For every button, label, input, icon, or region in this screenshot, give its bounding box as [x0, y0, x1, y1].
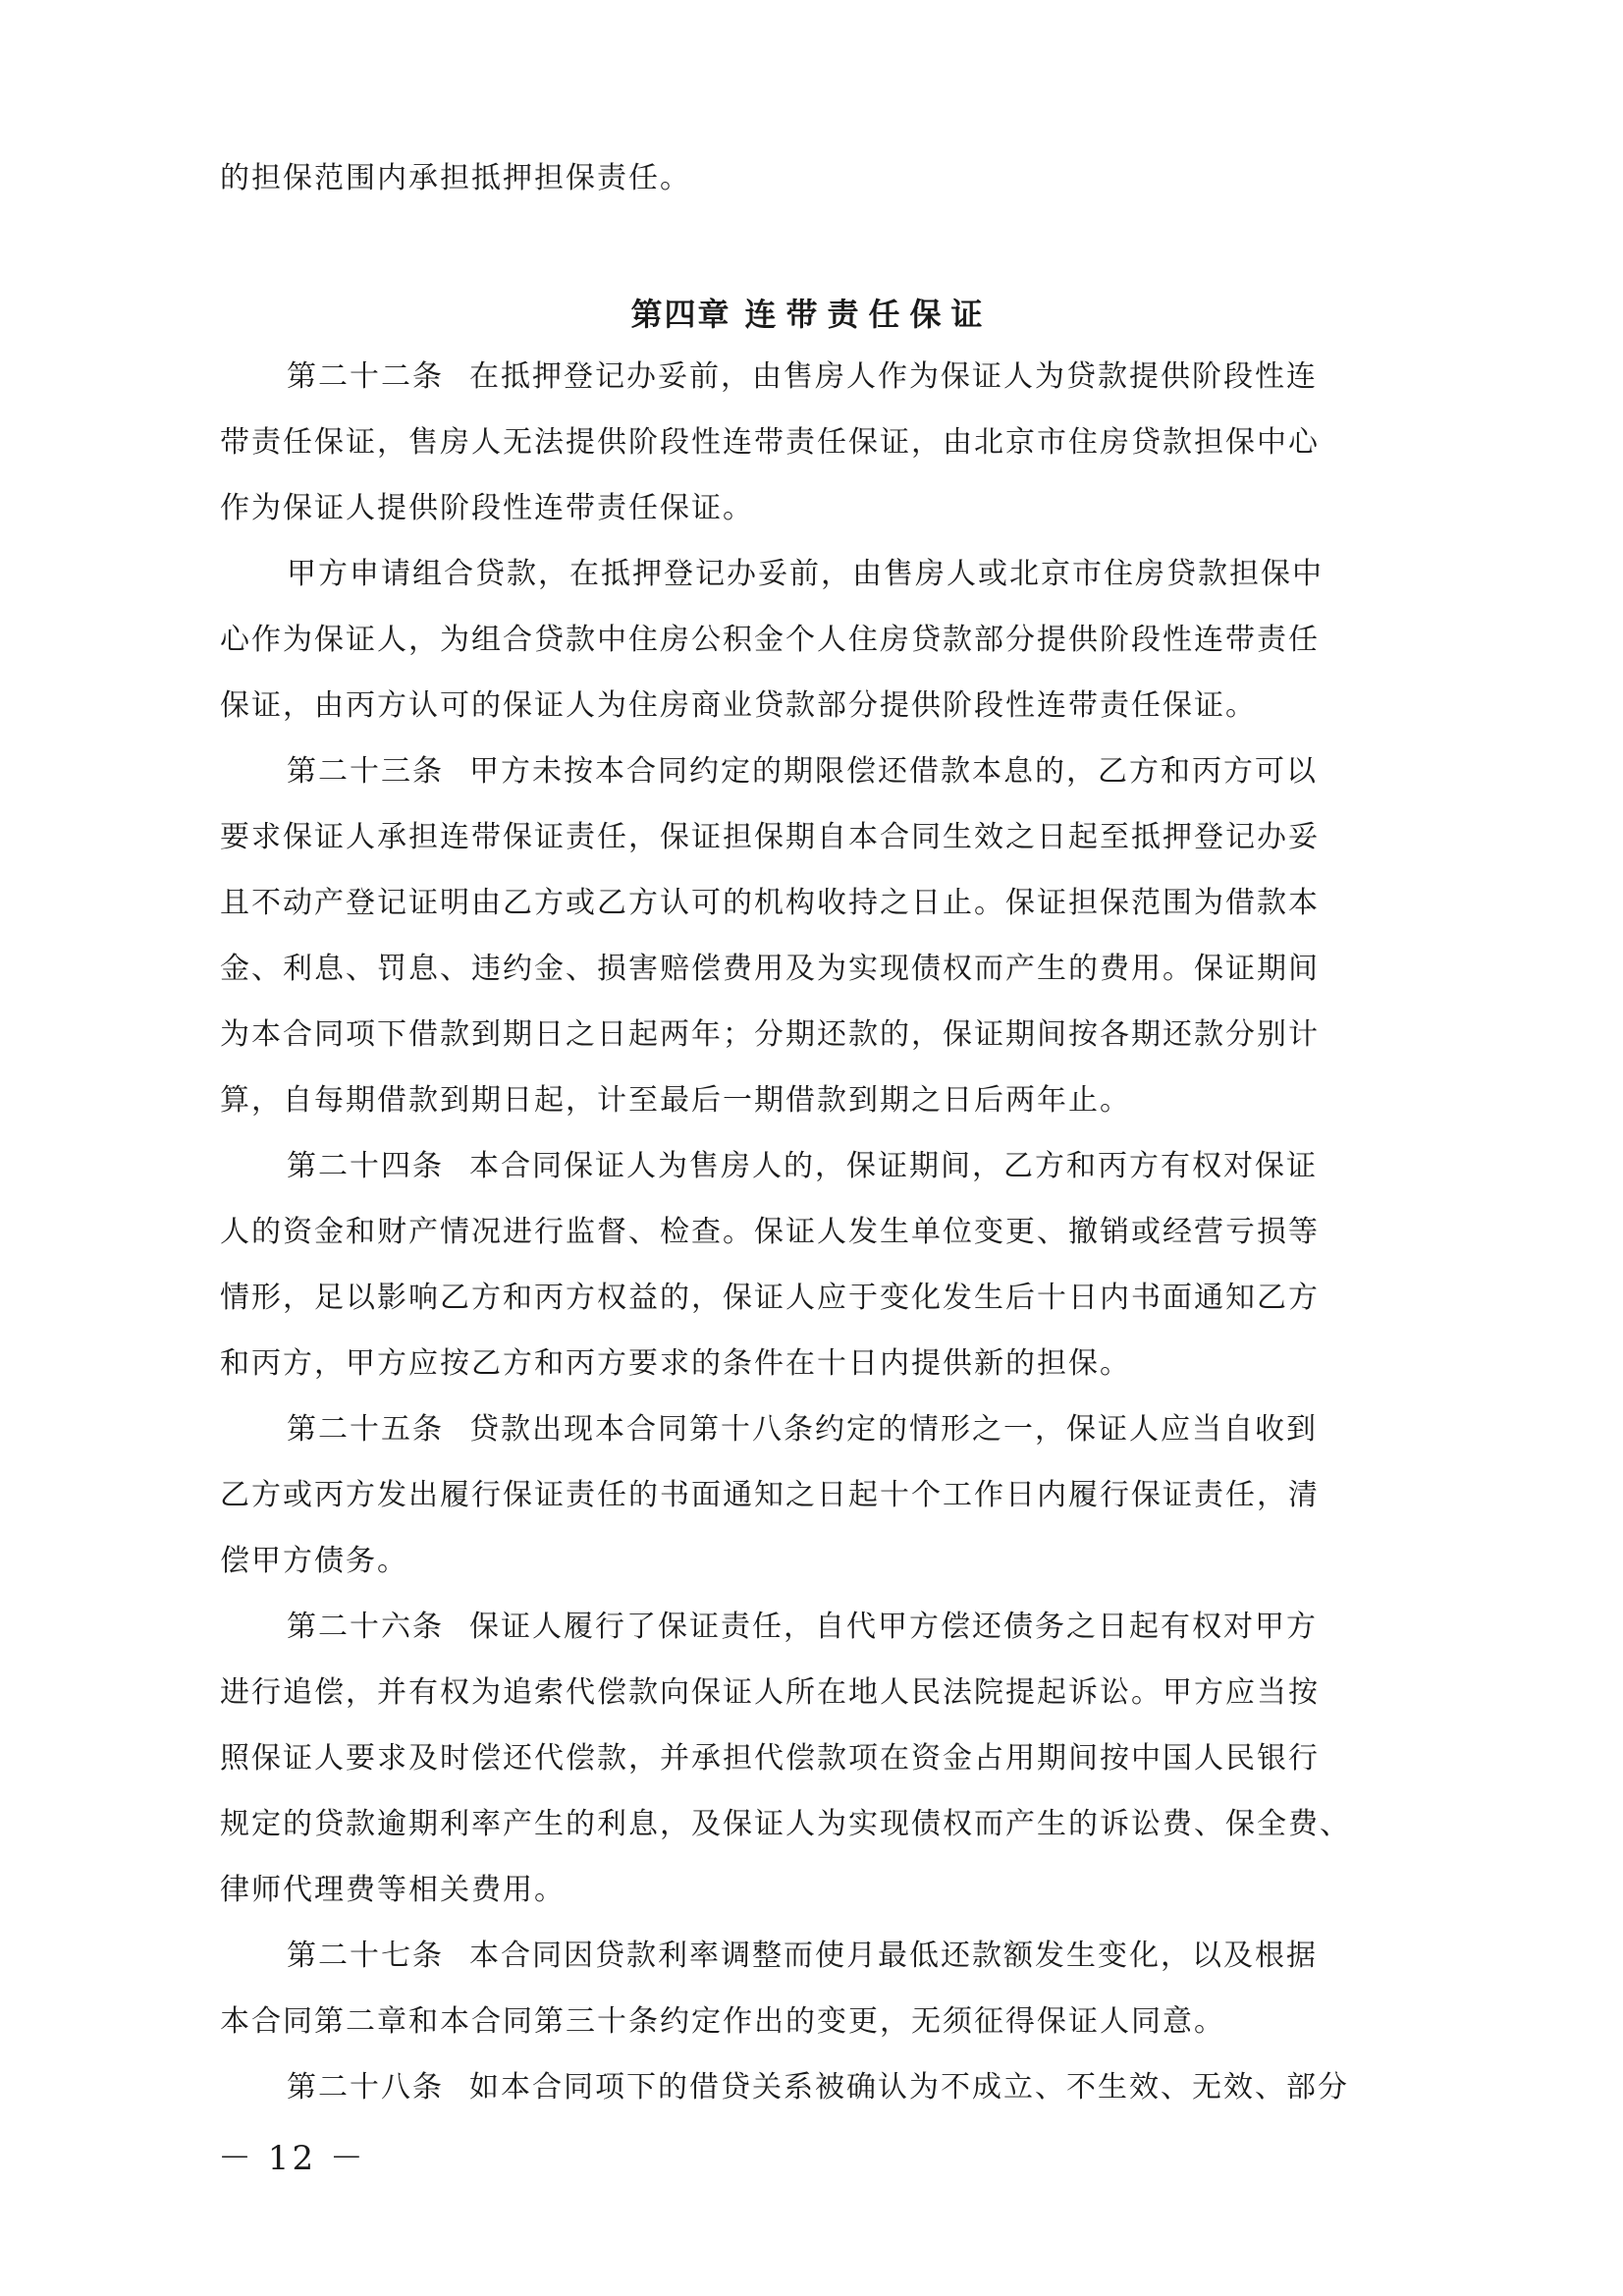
body-line	[220, 1277, 1379, 1320]
article-line	[287, 1145, 1379, 1188]
line-text: 本合同第二章和本合同第三十条约定作出的变更，无须征得保证人同意。	[220, 2004, 1225, 2039]
article-line	[287, 355, 1379, 399]
body-line	[220, 421, 1379, 465]
line-text: 情形，足以影响乙方和丙方权益的，保证人应于变化发生后十日内书面通知乙方	[220, 1281, 1320, 1315]
chapter-title: 连带责任保证	[744, 296, 993, 333]
line-text: 照保证人要求及时偿还代偿款，并承担代偿款项在资金占用期间按中国人民银行	[220, 1741, 1320, 1776]
line-text: 在抵押登记办妥前，由售房人作为保证人为贷款提供阶段性连	[469, 359, 1318, 394]
body-line	[220, 1211, 1379, 1254]
line-text: 偿甲方债务。	[220, 1544, 408, 1578]
line-text: 且不动产登记证明由乙方或乙方认可的机构收持之日止。保证担保范围为借款本	[220, 886, 1320, 920]
body-line	[220, 816, 1379, 859]
line-text: 算，自每期借款到期日起，计至最后一期借款到期之日后两年止。	[220, 1083, 1131, 1118]
article-number: 第二十五条	[287, 1412, 444, 1447]
body-line	[220, 1803, 1379, 1846]
article-line	[287, 750, 1379, 793]
chapter-number: 第四章	[630, 296, 731, 333]
body-line	[220, 1671, 1379, 1715]
article-number: 第二十六条	[287, 1610, 444, 1644]
body-line	[220, 1540, 1379, 1583]
line-text: 如本合同项下的借贷关系被确认为不成立、不生效、无效、部分	[469, 2070, 1349, 2105]
line-text: 作为保证人提供阶段性连带责任保证。	[220, 491, 754, 525]
article-line	[287, 2066, 1379, 2109]
line-text: 律师代理费等相关费用。	[220, 1873, 566, 1907]
body-line	[220, 1013, 1379, 1057]
body-line	[220, 1869, 1379, 1912]
chapter-heading	[0, 293, 1623, 336]
article-number: 第二十八条	[287, 2070, 444, 2105]
body-line	[220, 619, 1379, 662]
line-text: 心作为保证人，为组合贷款中住房公积金个人住房贷款部分提供阶段性连带责任	[220, 623, 1320, 657]
line-text: 乙方或丙方发出履行保证责任的书面通知之日起十个工作日内履行保证责任，清	[220, 1478, 1320, 1512]
line-text: 要求保证人承担连带保证责任，保证担保期自本合同生效之日起至抵押登记办妥	[220, 820, 1320, 854]
line-text: 本合同因贷款利率调整而使月最低还款额发生变化，以及根据	[469, 1939, 1318, 1973]
body-line	[220, 684, 1379, 728]
line-text: 保证人履行了保证责任，自代甲方偿还债务之日起有权对甲方	[469, 1610, 1318, 1644]
article-number: 第二十七条	[287, 1939, 444, 1973]
line-text: 金、利息、罚息、违约金、损害赔偿费用及为实现债权而产生的费用。保证期间	[220, 952, 1320, 986]
body-line	[220, 1342, 1379, 1386]
line-text: 规定的贷款逾期利率产生的利息，及保证人为实现债权而产生的诉讼费、保全费、	[220, 1807, 1351, 1841]
article-line	[287, 1935, 1379, 1978]
page-number: － 12 －	[218, 2139, 366, 2178]
continuation-line: 的担保范围内承担抵押担保责任。	[220, 161, 691, 195]
line-text: 本合同保证人为售房人的，保证期间，乙方和丙方有权对保证	[469, 1149, 1318, 1183]
body-line	[220, 1474, 1379, 1517]
line-text: 进行追偿，并有权为追索代偿款向保证人所在地人民法院提起诉讼。甲方应当按	[220, 1675, 1320, 1710]
line-text: 为本合同项下借款到期日之日起两年；分期还款的，保证期间按各期还款分别计	[220, 1017, 1320, 1052]
body-line	[220, 2000, 1379, 2044]
article-number: 第二十三条	[287, 754, 444, 789]
body-line	[287, 553, 1379, 596]
line-text: 保证，由丙方认可的保证人为住房商业贷款部分提供阶段性连带责任保证。	[220, 688, 1257, 723]
line-text: 甲方未按本合同约定的期限偿还借款本息的，乙方和丙方可以	[469, 754, 1318, 789]
line-text: 贷款出现本合同第十八条约定的情形之一，保证人应当自收到	[469, 1412, 1318, 1447]
body-line	[220, 948, 1379, 991]
article-line	[287, 1606, 1379, 1649]
line-text: 人的资金和财产情况进行监督、检查。保证人发生单位变更、撤销或经营亏损等	[220, 1215, 1320, 1249]
line-text: 和丙方，甲方应按乙方和丙方要求的条件在十日内提供新的担保。	[220, 1346, 1131, 1381]
article-number: 第二十二条	[287, 359, 444, 394]
line-text: 甲方申请组合贷款，在抵押登记办妥前，由售房人或北京市住房贷款担保中	[287, 557, 1324, 591]
body-line	[220, 1737, 1379, 1780]
article-number: 第二十四条	[287, 1149, 444, 1183]
line-text: 带责任保证，售房人无法提供阶段性连带责任保证，由北京市住房贷款担保中心	[220, 425, 1320, 460]
article-line	[287, 1408, 1379, 1451]
body-line	[220, 882, 1379, 925]
body-line	[220, 487, 1379, 530]
body-line	[220, 1079, 1379, 1122]
